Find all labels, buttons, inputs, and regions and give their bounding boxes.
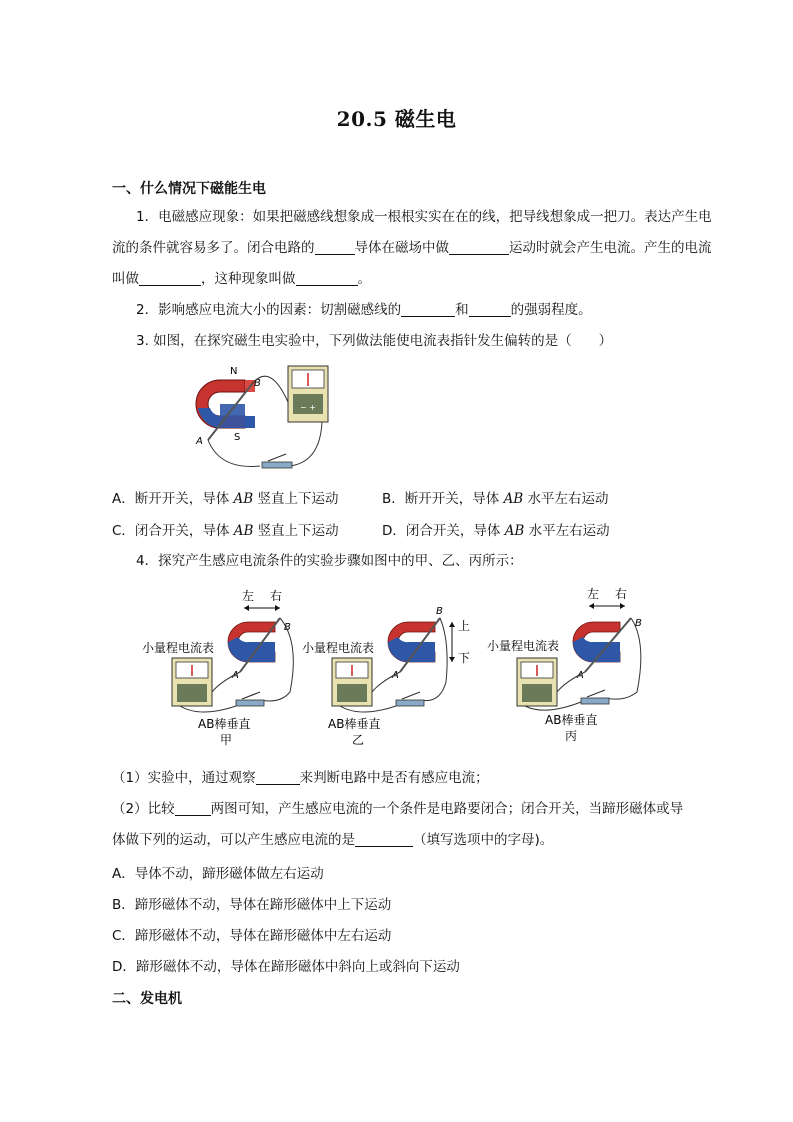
meter-label: 小量程电流表 (302, 641, 375, 655)
blank-field[interactable] (469, 302, 511, 317)
dir-left: 左 (587, 587, 600, 601)
q2-line: 2．影响感应电流大小的因素：切割磁感线的 和 的强弱程度。 (136, 302, 592, 318)
figure-tag: 乙 (352, 733, 365, 747)
q3-option-a[interactable]: A．断开开关，导体 AB 竖直上下运动 (112, 491, 339, 507)
figure-tag: 甲 (220, 733, 233, 747)
q4-part-2-line-2: 体做下列的运动，可以产生感应电流的是 （填写选项中的字母)。 (112, 832, 554, 848)
q3-option-b[interactable]: B．断开开关，导体 AB 水平左右运动 (382, 491, 609, 507)
q4-option-a[interactable]: A．导体不动，蹄形磁体做左右运动 (112, 866, 324, 882)
blank-field[interactable] (296, 271, 358, 286)
label-s: S (234, 432, 241, 443)
label-a: A (577, 670, 584, 681)
q1-line-2: 流的条件就容易多了。闭合电路的 导体在磁场中做 运动时就会产生电流。产生的电流 (112, 240, 712, 256)
dir-right: 右 (615, 587, 628, 601)
q3-figure (190, 362, 340, 472)
rod-label: AB棒垂直 (328, 717, 381, 731)
page-title: 20.5 磁生电 (336, 107, 457, 131)
q4-option-c[interactable]: C．蹄形磁体不动，导体在蹄形磁体中左右运动 (112, 928, 392, 944)
meter-label: 小量程电流表 (487, 639, 560, 653)
label-b: B (436, 606, 443, 617)
label-a: A (196, 436, 203, 447)
rod-label: AB棒垂直 (198, 717, 251, 731)
label-b: B (284, 622, 291, 633)
q4-figures (140, 582, 660, 750)
q4-option-d[interactable]: D．蹄形磁体不动，导体在蹄形磁体中斜向上或斜向下运动 (112, 959, 460, 975)
q1-line-3: 叫做 ，这种现象叫做 。 (112, 271, 371, 287)
label-n: N (230, 366, 238, 377)
meter-label: 小量程电流表 (142, 641, 215, 655)
meter-terminal-icon: − + (300, 403, 316, 412)
label-b: B (254, 378, 261, 389)
blank-field[interactable] (256, 770, 300, 785)
q4-part-1: （1）实验中，通过观察 来判断电路中是否有感应电流； (112, 770, 489, 786)
q3-stem: 3. 如图，在探究磁生电实验中，下列做法能使电流表指针发生偏转的是（ ） (136, 333, 613, 349)
blank-field[interactable] (315, 240, 355, 255)
label-a: A (392, 670, 399, 681)
label-b: B (635, 618, 642, 629)
dir-left: 左 (242, 589, 255, 603)
q4-part-2-line-1: （2）比较 两图可知，产生感应电流的一个条件是电路要闭合；闭合开关，当蹄形磁体或导 (112, 801, 684, 817)
section-heading-2: 二、发电机 (112, 991, 182, 1007)
blank-field[interactable] (139, 271, 201, 286)
q4-figure-yi (302, 606, 470, 747)
blank-field[interactable] (449, 240, 509, 255)
label-a: A (232, 670, 239, 681)
blank-field[interactable] (401, 302, 455, 317)
q4-figure-jia (142, 589, 293, 747)
q3-option-d[interactable]: D．闭合开关，导体 AB 水平左右运动 (382, 523, 610, 539)
section-heading-1: 一、什么情况下磁能生电 (112, 181, 266, 197)
q1-line-1: 1．电磁感应现象：如果把磁感线想象成一根根实实在在的线，把导线想象成一把刀。表达产生电 (136, 209, 712, 225)
figure-tag: 丙 (565, 729, 578, 743)
q4-figure-bing (487, 587, 642, 743)
q3-option-c[interactable]: C．闭合开关，导体 AB 竖直上下运动 (112, 523, 339, 539)
rod-label: AB棒垂直 (545, 713, 598, 727)
q4-option-b[interactable]: B．蹄形磁体不动，导体在蹄形磁体中上下运动 (112, 897, 392, 913)
blank-field[interactable] (355, 832, 413, 847)
dir-down: 下 (458, 651, 471, 665)
dir-right: 右 (270, 589, 283, 603)
q4-stem: 4．探究产生感应电流条件的实验步骤如图中的甲、乙、丙所示： (136, 553, 523, 569)
blank-field[interactable] (175, 801, 211, 816)
dir-up: 上 (458, 619, 471, 633)
